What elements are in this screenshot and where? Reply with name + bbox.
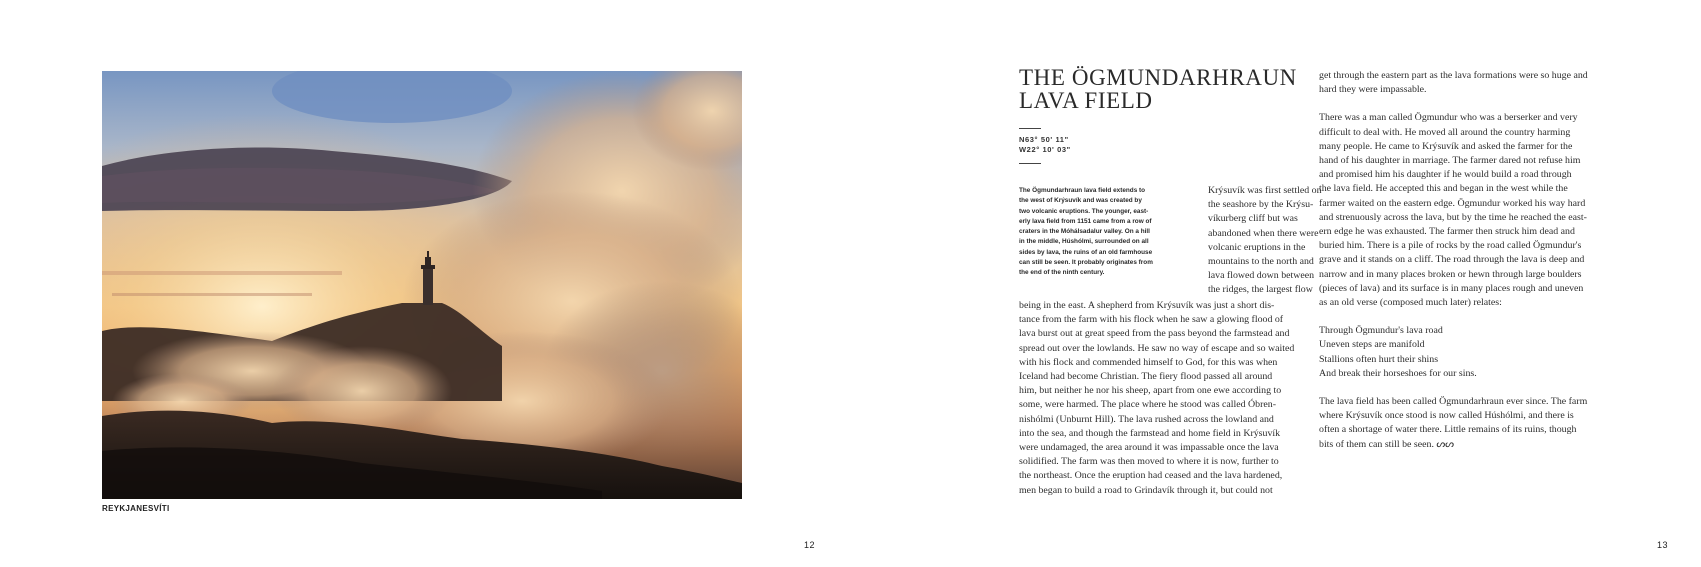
divider-rule	[1019, 128, 1041, 129]
sidebar-line: craters in the Móhálsadalur valley. On a hill	[1019, 228, 1150, 236]
gps-coordinates	[1019, 135, 1071, 155]
body-line: difficult to deal with. He moved all around the country harming	[1319, 126, 1571, 138]
body-line: hard they were impassable.	[1319, 84, 1427, 96]
body-line: farmer waited on the eastern edge. Ögmundur worked his way hard	[1319, 197, 1586, 209]
body-line: and promised him his daughter if he would build a road through	[1319, 169, 1572, 181]
body-line: (pieces of lava) and its surface is in many places rough and uneven	[1319, 282, 1584, 294]
body-line: buried him. There is a pile of rocks by the road called Ögmundur's	[1319, 240, 1582, 252]
body-line: as an old verse (composed much later) relates:	[1319, 297, 1502, 309]
sidebar-line: in the middle, Húshólmi, surrounded on all	[1019, 238, 1149, 246]
longitude: W22° 10' 03"	[1019, 145, 1071, 154]
lighthouse-steam-photo	[102, 71, 742, 499]
body-line: víkurberg cliff but was	[1208, 213, 1298, 225]
body-line: lava burst out at great speed from the pass beyond the farmstead and	[1019, 328, 1290, 340]
body-line: mountains to the north and	[1208, 256, 1314, 268]
verse-line: Uneven steps are manifold	[1319, 339, 1425, 351]
intro-sidebar	[1019, 186, 1201, 279]
body-line: and strenuously across the lava, but by the time he reached the east-	[1319, 211, 1587, 223]
photo-caption: REYKJANESVÍTI	[102, 504, 170, 513]
article-title	[1019, 66, 1319, 112]
title-line: LAVA FIELD	[1019, 88, 1153, 113]
body-line: were undamaged, the area around it was impassable once the lava	[1019, 442, 1279, 454]
body-line: the ridges, the largest flow	[1208, 284, 1313, 296]
body-line: grave and it stands on a cliff. The road through the lava is deep and	[1319, 254, 1585, 266]
body-line: spread out over the lowlands. He saw no way of escape and so waited	[1019, 342, 1295, 354]
body-line: many people. He came to Krýsuvík and asked the farmer for the	[1319, 140, 1573, 152]
body-line: The lava field has been called Ögmundarhraun ever since. The farm	[1319, 396, 1588, 408]
body-column-1-top	[1208, 184, 1328, 298]
body-line: Iceland had become Christian. The fiery flood passed all around	[1019, 371, 1273, 383]
verse-line: Stallions often hurt their shins	[1319, 353, 1439, 365]
body-column-2	[1319, 69, 1617, 452]
sidebar-line: the west of Krýsuvík and was created by	[1019, 197, 1142, 205]
sidebar-line: can still be seen. It probably originates from	[1019, 259, 1153, 267]
body-line: nishólmi (Unburnt Hill). The lava rushed across the lowland and	[1019, 413, 1274, 425]
paragraph-gap	[1319, 97, 1617, 111]
body-line: being in the east. A shepherd from Krýsuvík was just a short dis-	[1019, 300, 1275, 311]
body-line: There was a man called Ögmundur who was a berserker and very	[1319, 112, 1578, 124]
title-line: THE ÖGMUNDARHRAUN	[1019, 65, 1297, 90]
sidebar-line: two volcanic eruptions. The younger, east-	[1019, 207, 1149, 215]
body-line: men began to build a road to Grindavík through it, but could not	[1019, 484, 1273, 496]
body-line: him, but neither he nor his sheep, apart from one ewe according to	[1019, 385, 1282, 397]
left-page	[0, 0, 850, 567]
body-line: get through the eastern part as the lava formations were so huge and	[1319, 70, 1588, 81]
sidebar-line: erly lava field from 1151 came from a row of	[1019, 217, 1152, 225]
body-line: the seashore by the Krýsu-	[1208, 199, 1314, 211]
body-line: the northeast. Once the eruption had ceased and the lava hardened,	[1019, 470, 1283, 482]
body-line: solidified. The farm was then moved to where it is now, further to	[1019, 456, 1279, 468]
body-line: the lava field. He accepted this and began in the west while the	[1319, 183, 1568, 195]
body-line: with his flock and commended himself to God, for this was when	[1019, 356, 1278, 368]
body-line: into the sea, and though the farmstead and home field in Krýsuvík	[1019, 427, 1281, 439]
right-page	[851, 0, 1701, 567]
body-line: tance from the farm with his flock when he saw a glowing flood of	[1019, 314, 1284, 326]
sidebar-line: the end of the ninth century.	[1019, 269, 1105, 277]
body-line: bits of them can still be seen. ᔕᔕ	[1319, 438, 1454, 450]
page-number-right: 13	[1657, 540, 1669, 550]
body-line: volcanic eruptions in the	[1208, 241, 1306, 253]
body-line: hand of his daughter in marriage. The farmer dared not refuse him	[1319, 155, 1581, 167]
body-line: abandoned when there were	[1208, 227, 1319, 239]
paragraph-gap	[1319, 381, 1617, 395]
divider-rule	[1019, 163, 1041, 164]
sidebar-line: sides by lava, the ruins of an old farmhouse	[1019, 248, 1153, 256]
latitude: N63° 50' 11"	[1019, 135, 1069, 144]
page-number-left: 12	[804, 540, 816, 550]
body-line: where Krýsuvík once stood is now called Húshólmi, and there is	[1319, 410, 1574, 422]
sidebar-line: The Ögmundarhraun lava field extends to	[1019, 187, 1146, 194]
body-line: lava flowed down between	[1208, 270, 1315, 282]
body-column-1	[1019, 299, 1315, 498]
body-line: ern edge he was exhausted. The farmer then struck him dead and	[1319, 226, 1575, 238]
paragraph-gap	[1319, 310, 1617, 324]
verse-line: And break their horseshoes for our sins.	[1319, 367, 1477, 379]
body-line: often a shortage of water there. Little remains of its ruins, though	[1319, 424, 1577, 436]
verse-line: Through Ögmundur's lava road	[1319, 325, 1443, 337]
body-line: some, were harmed. The place where he stood was called Óbren-	[1019, 399, 1277, 411]
body-line: Krýsuvík was first settled on	[1208, 185, 1322, 196]
body-line: narrow and in many places broken or hewn through large boulders	[1319, 268, 1582, 280]
